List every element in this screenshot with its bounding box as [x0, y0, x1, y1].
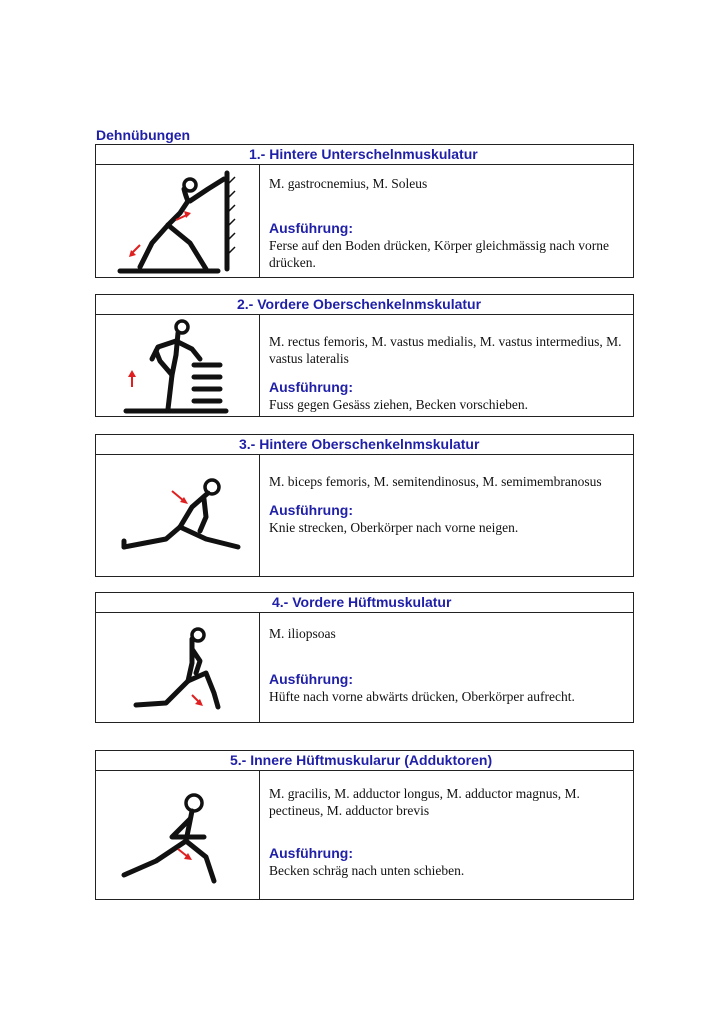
ausfuehrung-text: Fuss gegen Gesäss ziehen, Becken vorschieben. [269, 397, 529, 412]
adductor-stretch-illustration [96, 771, 259, 899]
exercise-header [96, 593, 633, 613]
ausfuehrung-text: Knie strecken, Oberkörper nach vorne neigen. [269, 520, 519, 535]
hamstring-stretch-illustration [96, 455, 259, 576]
ausfuehrung-text: Becken schräg nach unten schieben. [269, 863, 465, 878]
ausfuehrung-label: Ausführung: [269, 845, 353, 861]
exercise-header [96, 751, 633, 771]
exercise-heading: 5.- Innere Hüftmuskularur (Adduktoren) [230, 752, 493, 768]
quad-stretch-illustration [96, 315, 259, 416]
ausfuehrung-label: Ausführung: [269, 220, 353, 236]
exercise-header [96, 145, 633, 165]
calf-stretch-illustration [96, 165, 259, 277]
exercise-text [269, 175, 625, 271]
muscles-text: M. rectus femoris, M. vastus medialis, M. vastus intermedius, M. vastus lateralis [269, 334, 622, 366]
exercise-text [269, 785, 625, 879]
exercise-box-1 [95, 144, 634, 278]
ausfuehrung-label: Ausführung: [269, 671, 353, 687]
exercise-text [269, 625, 625, 705]
ausfuehrung-text: Ferse auf den Boden drücken, Körper gleichmässig nach vorne drücken. [269, 238, 610, 270]
hip-flexor-illustration [96, 613, 259, 722]
muscles-text: M. gracilis, M. adductor longus, M. adductor magnus, M. pectineus, M. adductor brevis [269, 786, 580, 818]
page-title: Dehnübungen [96, 127, 191, 143]
exercise-box-3 [95, 434, 634, 577]
ausfuehrung-label: Ausführung: [269, 379, 353, 395]
exercise-box-5 [95, 750, 634, 900]
exercise-heading: 2.- Vordere Oberschenkelnmskulatur [237, 296, 482, 312]
exercise-heading: 3.- Hintere Oberschenkelnmskulatur [239, 436, 480, 452]
exercise-box-2 [95, 294, 634, 417]
exercise-heading: 4.- Vordere Hüftmuskulatur [272, 594, 452, 610]
ausfuehrung-text: Hüfte nach vorne abwärts drücken, Oberkörper aufrecht. [269, 689, 575, 704]
exercise-text [269, 333, 625, 413]
muscles-text: M. biceps femoris, M. semitendinosus, M. semimembranosus [269, 474, 602, 489]
exercise-heading: 1.- Hintere Unterschelnmuskulatur [249, 146, 478, 162]
muscles-text: M. iliopsoas [269, 626, 336, 641]
exercise-header [96, 295, 633, 315]
ausfuehrung-label: Ausführung: [269, 502, 353, 518]
exercise-box-4 [95, 592, 634, 723]
exercise-header [96, 435, 633, 455]
exercise-text [269, 473, 625, 536]
muscles-text: M. gastrocnemius, M. Soleus [269, 176, 428, 191]
